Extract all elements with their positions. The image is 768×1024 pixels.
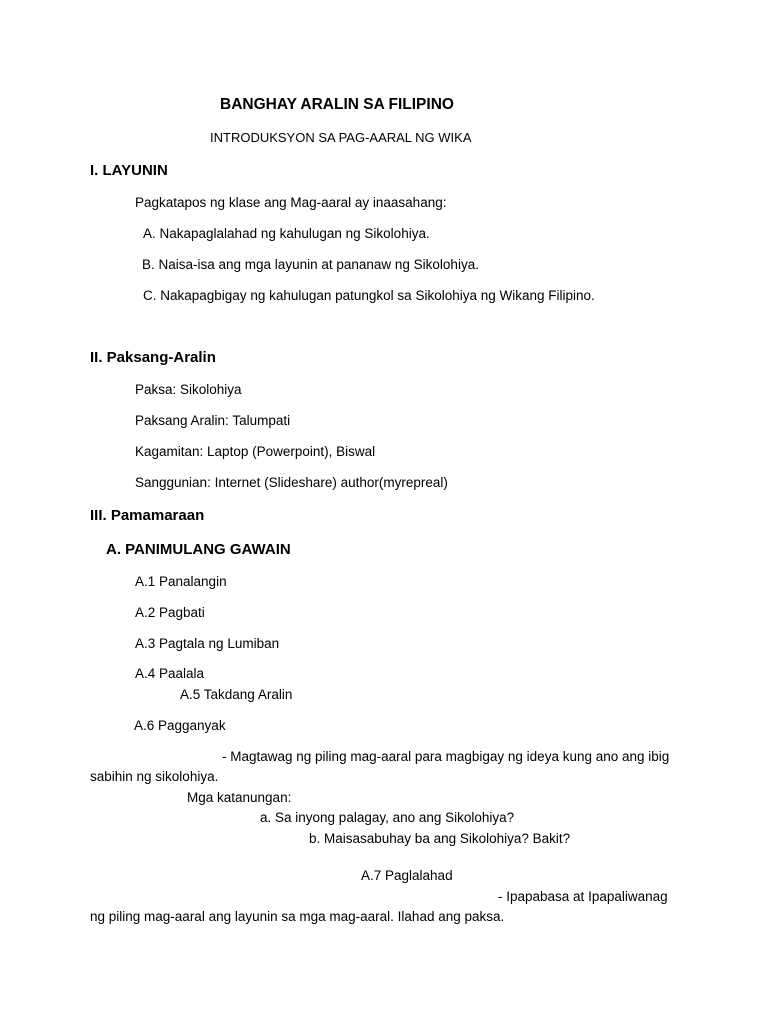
layunin-item: A. Nakapaglalahad ng kahulugan ng Sikolohiya.: [143, 226, 430, 241]
section-heading-layunin: I. LAYUNIN: [90, 162, 168, 179]
section-heading-pamamaraan: III. Pamamaraan: [90, 507, 205, 524]
layunin-item: B. Naisa-isa ang mga layunin at pananaw ng Sikolohiya.: [142, 257, 479, 272]
motivation-text: sabihin ng sikolohiya.: [90, 769, 219, 784]
procedure-step: A.6 Pagganyak: [134, 718, 226, 733]
paksa-line: Paksa: Sikolohiya: [135, 382, 242, 397]
presentation-text: - Ipapabasa at Ipapaliwanag: [498, 889, 668, 904]
section-heading-paksang-aralin: II. Paksang-Aralin: [90, 349, 216, 366]
paksa-line: Sanggunian: Internet (Slideshare) author(myrepreal): [135, 475, 448, 490]
motivation-text: - Magtawag ng piling mag-aaral para magbigay ng ideya kung ano ang ibig: [222, 749, 670, 764]
procedure-step: A.4 Paalala: [135, 666, 205, 681]
procedure-step: A.2 Pagbati: [135, 605, 205, 620]
paksa-line: Kagamitan: Laptop (Powerpoint), Biswal: [135, 444, 376, 459]
document-title: BANGHAY ARALIN SA FILIPINO: [220, 96, 454, 113]
layunin-item: C. Nakapagbigay ng kahulugan patungkol sa Sikolohiya ng Wikang Filipino.: [143, 288, 595, 303]
procedure-step: A.3 Pagtala ng Lumiban: [135, 636, 280, 651]
question-item: a. Sa inyong palagay, ano ang Sikolohiya?: [260, 810, 515, 825]
questions-label: Mga katanungan:: [187, 790, 292, 805]
document-subtitle: INTRODUKSYON SA PAG-AARAL NG WIKA: [210, 130, 472, 145]
presentation-heading: A.7 Paglalahad: [361, 868, 453, 883]
procedure-step: A.1 Panalangin: [135, 574, 227, 589]
layunin-intro: Pagkatapos ng klase ang Mag-aaral ay inaasahang:: [135, 195, 447, 210]
presentation-text: ng piling mag-aaral ang layunin sa mga mag-aaral. Ilahad ang paksa.: [90, 909, 505, 924]
question-item: b. Maisasabuhay ba ang Sikolohiya? Bakit?: [309, 831, 571, 846]
paksa-line: Paksang Aralin: Talumpati: [135, 413, 291, 428]
subsection-heading-panimulang-gawain: A. PANIMULANG GAWAIN: [106, 541, 291, 558]
procedure-step: A.5 Takdang Aralin: [180, 687, 293, 702]
